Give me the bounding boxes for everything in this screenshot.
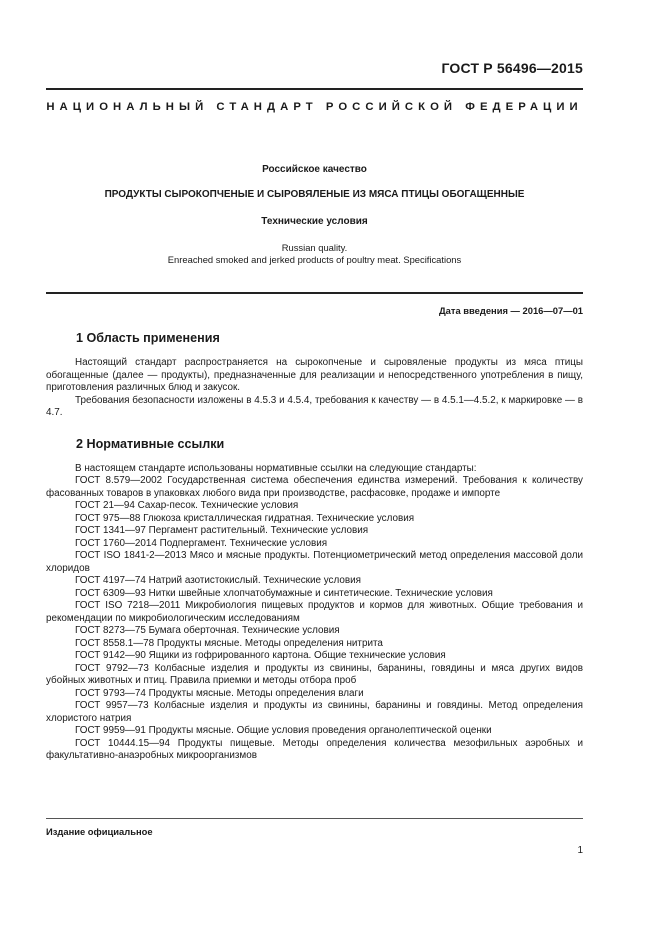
reference-item: ГОСТ 1760—2014 Подпергамент. Технические условия xyxy=(75,537,328,549)
document-number: ГОСТ Р 56496—2015 xyxy=(441,60,583,76)
footer-divider xyxy=(46,818,583,819)
standard-subtitle: Технические условия xyxy=(261,216,368,227)
reference-item: ГОСТ 9959—91 Продукты мясные. Общие условия проведения органолептической оценки xyxy=(75,725,492,736)
official-edition-label: Издание официальное xyxy=(46,826,153,837)
section-2-heading: 2 Нормативные ссылки xyxy=(76,436,225,451)
national-standard-title: НАЦИОНАЛЬНЫЙ СТАНДАРТ РОССИЙСКОЙ ФЕДЕРАЦИИ xyxy=(46,101,583,113)
top-divider xyxy=(46,88,583,90)
russian-quality-label: Российское качество xyxy=(262,164,367,175)
reference-item: ГОСТ 8.579—2002 Государственная система обеспечения единства измерений. Требования к количеству фасованных товаров в упаковках любого вида при производстве, расфасовке, продаже и импорте xyxy=(46,475,583,499)
section-1-paragraph: Требования безопасности изложены в 4.5.3 и 4.5.4, требования к качеству — в 4.5.1—4.5.2, к маркировке — в 4.7. xyxy=(46,394,583,418)
reference-item: ГОСТ ISO 7218—2011 Микробиология пищевых продуктов и кормов для животных. Общие требования и рекомендации по микробиологическим исследованиям xyxy=(46,600,583,624)
reference-item: ГОСТ 9142—90 Ящики из гофрированного картона. Общие технические условия xyxy=(75,650,446,661)
reference-item: ГОСТ 21—94 Сахар-песок. Технические условия xyxy=(75,500,299,511)
reference-item: ГОСТ 975—88 Глюкоза кристаллическая гидратная. Технические условия xyxy=(75,512,415,524)
reference-item: ГОСТ 8273—75 Бумага оберточная. Технические условия xyxy=(75,625,340,636)
section-1-heading: 1 Область применения xyxy=(76,331,220,345)
reference-item: ГОСТ 6309—93 Нитки швейные хлопчатобумажные и синтетические. Технические условия xyxy=(75,587,493,599)
title-divider xyxy=(46,292,583,294)
reference-item: ГОСТ 8558.1—78 Продукты мясные. Методы определения нитрита xyxy=(75,637,383,649)
reference-item: ГОСТ 1341—97 Пергамент растительный. Технические условия xyxy=(75,525,369,536)
document-body xyxy=(46,330,583,763)
section-1-paragraph: Настоящий стандарт распространяется на сырокопченые и сыровяленые продукты из мяса птицы обогащенные (далее — продукты), предназначенные для реализации и непосредственного употребления в пищу, приготовления различных блюд и закусок. xyxy=(46,357,583,393)
reference-paragraph: В настоящем стандарте использованы нормативные ссылки на следующие стандарты: xyxy=(75,462,477,474)
introduction-date: Дата введения — 2016—07—01 xyxy=(438,305,583,316)
reference-item: ГОСТ 10444.15—94 Продукты пищевые. Методы определения количества мезофильных аэробных и факультативно-анаэробных микроорганизмов xyxy=(46,737,583,761)
reference-item: ГОСТ ISO 1841-2—2013 Мясо и мясные продукты. Потенциометрический метод определения массовой доли хлоридов xyxy=(46,550,583,574)
page-number: 1 xyxy=(577,845,583,856)
reference-item: ГОСТ 9793—74 Продукты мясные. Методы определения влаги xyxy=(75,687,364,699)
reference-item: ГОСТ 9792—73 Колбасные изделия и продукты из свинины, баранины, говядины и мяса других видов убойных животных и птиц. Правила приемки и методы отбора проб xyxy=(46,662,583,686)
english-title: Enreached smoked and jerked products of poultry meat. Specifications xyxy=(167,254,462,265)
english-quality-label: Russian quality. xyxy=(281,242,348,253)
reference-item: ГОСТ 4197—74 Натрий азотистокислый. Технические условия xyxy=(75,575,361,586)
standard-title: ПРОДУКТЫ СЫРОКОПЧЕНЫЕ И СЫРОВЯЛЕНЫЕ ИЗ МЯСА ПТИЦЫ ОБОГАЩЕННЫЕ xyxy=(104,189,525,200)
reference-item: ГОСТ 9957—73 Колбасные изделия и продукты из свинины, баранины и говядины. Метод определения хлористого натрия xyxy=(46,700,583,724)
